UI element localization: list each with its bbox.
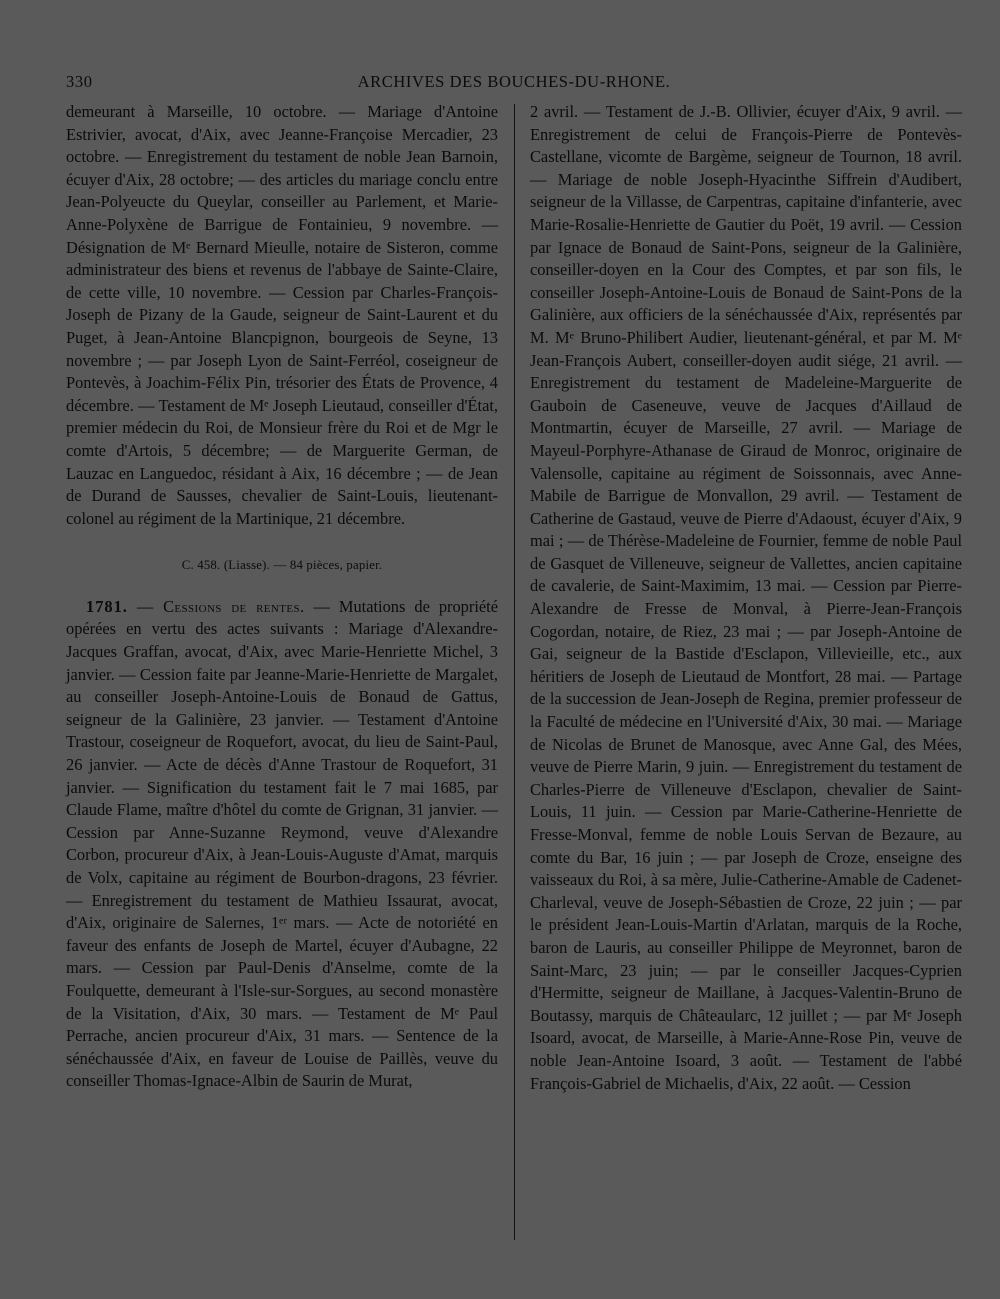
entry-text: — Mutations de propriété opérées en vertu des actes suivants : Mariage d'Alexandre-Jacques Graffan, avocat, d'Aix, avec Marie-Henriette Michel, 3 janvier. — Cession faite par Jeanne-Marie-Henriette de Margalet, au conseiller Joseph-Antoine-Louis de Bonaud de Gattus, seigneur de la Galinière, 23 janvier. — Testament d'Antoine Trastour, coseigneur de Roquefort, avocat, du lieu de Saint-Paul, 26 janvier. — Acte de décès d'Anne Trastour de Roquefort, 31 janvier. — Signification du testament fait le 7 mai 1685, par Claude Flame, maître d'hôtel du comte de Grignan, 31 janvier. — Cession par Anne-Suzanne Reymond, veuve d'Alexandre Corbon, procureur d'Aix, à Jean-Louis-Auguste d'Amat, marquis de Volx, capitaine au régiment de Bourbon-dragons, 23 février. — Enregistrement du testament de Mathieu Issaurat, avocat, d'Aix, originaire de Salernes, 1ᵉʳ mars. — Acte de notoriété en faveur des enfants de Joseph de Martel, écuyer d'Aubagne, 22 mars. — Cession par Paul-Denis d'Anselme, comte de la Foulquette, demeurant à l'Isle-sur-Sorgues, au second monastère de la Visitation, d'Aix, 30 mars. — Testament de Mᵉ Paul Perrache, ancien procureur d'Aix, 31 mars. — Sentence de la sénéchaussée d'Aix, en faveur de Louise de Paillès, veuve du conseiller Thomas-Ignace-Albin de Saurin de Murat,: [66, 596, 498, 1091]
section-title: — Cessions de rentes.: [136, 596, 305, 616]
column-divider: [514, 104, 515, 1240]
archive-caption: C. 458. (Liasse). — 84 pièces, papier.: [181, 558, 383, 573]
running-title: ARCHIVES DES BOUCHES-DU-RHONE.: [357, 72, 671, 91]
left-paragraph-continuation: demeurant à Marseille, 10 octobre. — Mariage d'Antoine Estrivier, avocat, d'Aix, avec Jeanne-Françoise Mercadier, 23 octobre. — Enregistrement du testament de noble Jean Barnoin, écuyer d'Aix, 28 octobre; — des articles du mariage conclu entre Jean-Polyeucte du Queylar, conseiller au Parlement, et Marie-Anne-Polyxène de Barrigue de Fontainieu, 9 novembre. — Désignation de Mᵉ Bernard Mieulle, notaire de Sisteron, comme administrateur des biens et revenus de l'abbaye de Sainte-Claire, de cette ville, 10 novembre. — Cession par Charles-François-Joseph de Pizany de la Gaude, seigneur de Saint-Laurent et du Puget, à Jean-Antoine Blancpignon, bourgeois de Seyne, 13 novembre ; — par Joseph Lyon de Saint-Ferréol, coseigneur de Pontevès, à Joachim-Félix Pin, trésorier des États de Provence, 4 décembre. — Testament de Mᵉ Joseph Lieutaud, conseiller d'État, premier médecin du Roi, de Monsieur frère du Roi et de Mgr le comte d'Artois, 5 décembre; — de Marguerite German, de Lauzac en Languedoc, résidant à Aix, 16 décembre ; — de Jean de Durand de Sausses, chevalier de Saint-Louis, lieutenant-colonel au régiment de la Martinique, 21 décembre.: [66, 102, 498, 528]
page-header: [66, 72, 962, 98]
left-column: [66, 101, 498, 1093]
entry-paragraph: [66, 596, 498, 1093]
right-paragraph: 2 avril. — Testament de J.-B. Ollivier, écuyer d'Aix, 9 avril. — Enregistrement de celui de François-Pierre de Pontevès-Castellane, vicomte de Bargème, seigneur de Tournon, 18 avril. — Mariage de noble Joseph-Hyacinthe Siffrein d'Audibert, seigneur de la Villasse, de Carpentras, capitaine d'infanterie, avec Marie-Rosalie-Henriette de Gautier du Poët, 19 avril. — Cession par Ignace de Bonaud de Saint-Pons, seigneur de la Galinière, conseiller-doyen en la Cour des Comptes, et par son fils, le conseiller Joseph-Antoine-Louis de Bonaud de Saint-Pons de la Galinière, aux officiers de la sénéchaussée d'Aix, représentés par M. Mᵉ Bruno-Philibert Audier, lieutenant-général, et par M. Mᵉ Jean-François Aubert, conseiller-doyen audit siége, 21 avril. — Enregistrement du testament de Madeleine-Marguerite de Gauboin de Caseneuve, veuve de Jacques d'Aillaud de Montmartin, écuyer de Marseille, 27 avril. — Mariage de Mayeul-Porphyre-Athanase de Giraud de Monroc, originaire de Valensolle, capitaine au régiment de Soissonnais, avec Anne-Mabile de Barrigue de Monvallon, 29 avril. — Testament de Catherine de Gastaud, veuve de Pierre d'Adaoust, écuyer d'Aix, 9 mai ; — de Thérèse-Madeleine de Fournier, femme de noble Paul de Gasquet de Villeneuve, seigneur de Vallettes, ancien capitaine de cavalerie, de Saint-Maximim, 13 mai. — Cession par Pierre-Alexandre de Fresse de Monval, à Pierre-Jean-François Cogordan, notaire, de Riez, 23 mai ; — par Joseph-Antoine de Gai, seigneur de la Bastide d'Esclapon, Villevieille, etc., aux héritiers de Joseph de Lieutaud de Montfort, 28 mai. — Partage de la succession de Jean-Joseph de Regina, premier professeur de la Faculté de médecine en l'Université d'Aix, 30 mai. — Mariage de Nicolas de Brunet de Manosque, avec Anne Gal, des Mées, veuve de Pierre Marin, 9 juin. — Enregistrement du testament de Charles-Pierre de Villeneuve d'Esclapon, chevalier de Saint-Louis, 11 juin. — Cession par Marie-Catherine-Henriette de Fresse-Monval, femme de noble Louis Servan de Bezaure, au comte du Bar, 16 juin ; — par Joseph de Croze, enseigne des vaisseaux du Roi, à sa mère, Julie-Catherine-Amable de Cadenet-Charleval, veuve de Joseph-Sébastien de Croze, 22 juin ; — par le président Jean-Louis-Martin d'Arlatan, marquis de la Roche, baron de Lauris, au conseiller Philippe de Meyronnet, baron de Saint-Marc, 23 juin; — par le conseiller Jacques-Cyprien d'Hermitte, seigneur de Maillane, à Jacques-Valentin-Bruno de Boutassy, marquis de Châteaularc, 12 juillet ; — par Mᵉ Joseph Isoard, avocat, de Marseille, à Marie-Anne-Rose Pin, veuve de noble Jean-Antoine Isoard, 3 août. — Testament de l'abbé François-Gabriel de Michaelis, d'Aix, 22 août. — Cession: [530, 102, 962, 1093]
right-column: [530, 101, 962, 1095]
entry-year: 1781.: [86, 596, 128, 616]
page-number: 330: [66, 72, 93, 91]
